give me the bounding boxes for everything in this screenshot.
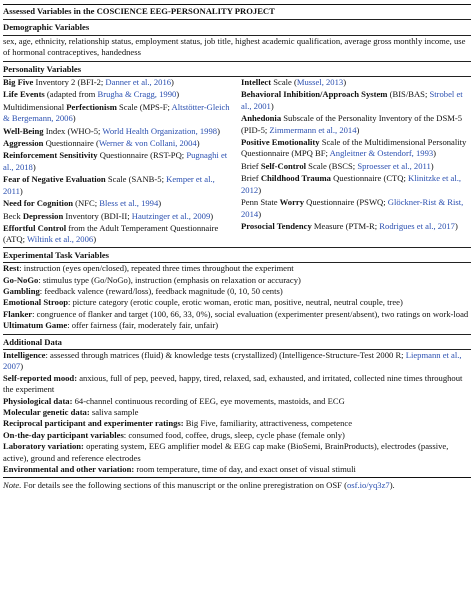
additional-item <box>3 464 471 475</box>
table-title: Assessed Variables in the COSCIENCE EEG-PERSONALITY PROJECT <box>3 6 275 16</box>
task-item <box>3 297 471 308</box>
demographic-text: sex, age, ethnicity, relationship status, employment status, job title, highest academic qualification, average gross monthly income, use of hormonal contraceptives, handedness <box>3 35 466 58</box>
additional-list <box>3 350 471 477</box>
measure-detail: Questionnaire (CTQ; <box>330 173 409 184</box>
task-item <box>3 263 471 274</box>
measure-name: Fear of Negative Evaluation <box>3 174 106 185</box>
note-end: ). <box>389 480 395 491</box>
personality-measure <box>241 161 471 172</box>
additional-detail: room temperature, time of day, and exact onset of visual stimuli <box>134 464 356 475</box>
personality-measure <box>3 223 233 246</box>
task-detail: : instruction (eyes open/closed), repeated three times throughout the experiment <box>19 263 294 274</box>
personality-measure <box>3 77 233 88</box>
citation-link[interactable]: Klinitzke et al., 2012 <box>241 173 462 195</box>
personality-measure <box>3 150 233 173</box>
measure-name: Reinforcement Sensitivity <box>3 150 98 161</box>
citation-link[interactable]: Sproesser et al., 2011 <box>357 160 431 171</box>
measure-end: ) <box>19 185 23 196</box>
measure-detail: Subscale of the Personality Inventory of the DSM-5 (PID-5; <box>241 113 463 135</box>
citation-link[interactable]: Glöckner-Rist & Rist, 2014 <box>241 197 464 219</box>
measure-detail: Measure (PTM-R; <box>311 220 380 231</box>
measure-detail: Inventory 2 (BFI-2; <box>33 77 106 88</box>
additional-detail: 64-channel continuous recording of EEG, eye movements, mastoids, and ECG <box>72 395 345 406</box>
measure-detail: Questionnaire (PSWQ; <box>304 197 388 208</box>
measure-prefix: Penn State <box>241 197 280 208</box>
personality-measure <box>3 211 233 222</box>
measure-name: Depression <box>22 210 64 221</box>
measure-prefix: Beck <box>3 210 23 221</box>
measure-prefix: Brief <box>241 173 261 184</box>
citation-link[interactable]: Zimmermann et al., 2014 <box>269 124 357 135</box>
citation-link[interactable]: Liepmann et al., 2007 <box>3 349 462 372</box>
additional-detail: saliva sample <box>89 407 139 417</box>
citation-link[interactable]: Strobel et al., 2001 <box>241 89 463 111</box>
measure-end: ) <box>158 198 162 209</box>
task-name: Flanker <box>3 308 33 319</box>
measure-end: ) <box>343 77 347 88</box>
demographic-heading: Demographic Variables <box>3 22 90 33</box>
additional-detail: : assessed through matrices (fluid) & knowledge tests (crystallized) (Intelligence-Structure-Test 2000 R; <box>45 349 406 360</box>
measure-end: ) <box>196 138 200 149</box>
measure-detail: from the Adult Temperament Questionnaire (ATQ; <box>3 222 219 245</box>
additional-item <box>3 396 471 407</box>
personality-measure <box>241 221 471 232</box>
experimental-heading: Experimental Task Variables <box>3 249 110 260</box>
personality-measure <box>3 174 233 197</box>
additional-label: Laboratory variation: <box>3 441 84 452</box>
citation-link[interactable]: Danner et al., 2016 <box>105 77 172 88</box>
additional-label: On-the-day participant variables <box>3 429 124 440</box>
personality-measure <box>3 126 233 137</box>
additional-label: Self-reported mood: <box>3 372 78 383</box>
measure-name: Behavioral Inhibition/Approach System <box>241 89 388 100</box>
additional-label: Molecular genetic data: <box>3 407 90 417</box>
note-label: Note. <box>3 480 22 491</box>
personality-right-column <box>241 77 471 246</box>
measure-detail: (NFC; <box>73 198 100 209</box>
measure-detail: (adapted from <box>44 89 98 100</box>
measure-name: Big Five <box>3 77 34 88</box>
task-detail: : stimulus type (Go/NoGo), instruction (emphasis on relaxation or accuracy) <box>38 274 301 285</box>
additional-item <box>3 418 471 429</box>
personality-heading: Personality Variables <box>3 63 82 74</box>
citation-link[interactable]: Werner & von Collani, 2004 <box>98 138 197 149</box>
additional-label: Reciprocal participant and experimenter ratings: <box>3 418 184 429</box>
measure-end: ) <box>270 100 274 111</box>
personality-columns <box>3 77 471 247</box>
measure-name: Self-Control <box>260 160 307 171</box>
experimental-list <box>3 263 471 333</box>
task-item <box>3 275 471 286</box>
additional-label: Environmental and other variation: <box>3 464 135 475</box>
additional-section <box>3 335 471 478</box>
experimental-section <box>3 248 471 334</box>
task-detail: : picture category (erotic couple, erotic woman, erotic man, positive, neutral, neutral couple, tree) <box>68 297 403 308</box>
measure-end: ) <box>454 220 458 231</box>
measure-name: Prosocial Tendency <box>241 220 312 231</box>
measure-name: Well-Being <box>3 125 44 136</box>
task-name: Gambling <box>3 285 40 296</box>
measure-detail: Inventory (BDI-II; <box>63 210 132 221</box>
personality-measure <box>241 197 471 220</box>
personality-section <box>3 62 471 247</box>
task-detail: : offer fairness (fair, moderately fair, unfair) <box>67 320 219 331</box>
measure-detail: Scale (MPS-F; <box>116 101 172 112</box>
measure-end: ) <box>258 184 262 195</box>
measure-end: ) <box>258 208 262 219</box>
additional-label: Physiological data: <box>3 395 73 406</box>
measure-name: Perfectionism <box>66 101 117 112</box>
additional-detail: : consumed food, coffee, drugs, sleep, cycle phase (female only) <box>123 429 345 440</box>
task-name: Ultimatum Game <box>3 320 68 331</box>
measure-name: Aggression <box>3 138 44 149</box>
measure-end: ) <box>72 113 76 124</box>
measure-end: ) <box>217 125 220 136</box>
measure-detail: Scale (SANB-5; <box>105 174 167 185</box>
personality-measure <box>3 138 233 149</box>
citation-link[interactable]: Rodrigues et al., 2017 <box>379 220 455 231</box>
citation-link[interactable]: Angleitner & Ostendorf, 1993 <box>329 148 434 159</box>
measure-detail: Scale (BSCS; <box>306 160 358 171</box>
measure-detail: Index (WHO-5; <box>43 125 103 136</box>
personality-measure <box>3 102 233 125</box>
measure-prefix: Multidimensional <box>3 101 67 112</box>
measure-detail: (BIS/BAS; <box>387 89 430 100</box>
measure-prefix: Brief <box>241 160 261 171</box>
personality-measure <box>241 137 471 160</box>
measure-end: ) <box>210 210 214 221</box>
measure-name: Childhood Trauma <box>260 173 331 184</box>
additional-item <box>3 407 471 418</box>
task-detail: : congruence of flanker and target (100, 66, 33, 0%), social evaluation (experimenter present/absent), two ratings on work-load <box>32 308 469 319</box>
measure-name: Anhedonia <box>241 113 282 124</box>
citation-link[interactable]: Hautzinger et al., 2009 <box>131 210 211 221</box>
task-item <box>3 320 471 331</box>
personality-left-column <box>3 77 233 246</box>
task-name: Go-NoGo <box>3 274 39 285</box>
measure-end: ) <box>176 89 180 100</box>
measure-name: Intellect <box>241 77 272 88</box>
measure-name: Effortful Control <box>3 222 67 233</box>
measure-name: Need for Cognition <box>3 198 74 209</box>
citation-link[interactable]: Brugha & Cragg, 1990 <box>97 89 177 100</box>
personality-measure <box>241 77 471 88</box>
citation-link[interactable]: Altstötter-Gleich & Bergemann, 2006 <box>3 101 230 124</box>
additional-item <box>3 350 471 373</box>
measure-name: Positive Emotionality <box>241 137 320 148</box>
additional-item <box>3 441 471 464</box>
task-item <box>3 309 471 320</box>
task-item <box>3 286 471 297</box>
table-note <box>3 478 471 491</box>
additional-item <box>3 373 471 396</box>
citation-link[interactable]: Mussel, 2013 <box>296 77 344 88</box>
measure-detail: Scale of the Multidimensional Personality Questionnaire (MPQ BF; <box>241 137 467 159</box>
additional-item <box>3 430 471 441</box>
osf-link[interactable]: osf.io/yq3z7 <box>346 480 390 491</box>
measure-detail: Scale ( <box>271 77 297 88</box>
measure-end: ) <box>171 77 174 88</box>
personality-measure <box>241 89 471 112</box>
demographic-section <box>3 20 471 60</box>
measure-end: ) <box>356 124 360 135</box>
personality-measure <box>3 198 233 209</box>
measure-end: ) <box>430 160 434 171</box>
additional-end: ) <box>20 361 24 372</box>
measure-detail: Questionnaire ( <box>43 138 99 149</box>
citation-link[interactable]: World Health Organization, 1998 <box>102 125 218 136</box>
task-name: Rest <box>3 263 20 274</box>
measure-detail: Questionnaire (RST-PQ; <box>97 150 187 161</box>
additional-detail: anxious, full of pep, peeved, happy, tired, relaxed, sad, exhausted, and irritated, collected nine times throughout the experiment <box>3 372 463 395</box>
personality-measure <box>241 173 471 196</box>
additional-detail: Big Five, familiarity, attractiveness, competence <box>183 418 353 429</box>
personality-measure <box>3 89 233 100</box>
personality-measure <box>241 113 471 136</box>
measure-end: ) <box>32 161 36 172</box>
citation-link[interactable]: Wiltink et al., 2006 <box>26 234 94 245</box>
task-detail: : feedback valence (reward/loss), feedback magnitude (0, 10, 50 cents) <box>39 285 283 296</box>
task-name: Emotional Stroop <box>3 297 69 308</box>
additional-label: Intelligence <box>3 349 46 360</box>
measure-name: Worry <box>279 197 305 208</box>
measure-end: ) <box>93 234 97 245</box>
measure-end: ) <box>433 148 437 159</box>
measure-name: Life Events <box>3 89 45 100</box>
additional-heading: Additional Data <box>3 336 62 347</box>
additional-detail: operating system, EEG amplifier model & EEG cap make (BioSemi, BrainProducts), electrodes (passive, active), ground and reference electrodes <box>3 441 449 463</box>
citation-link[interactable]: Bless et al., 1994 <box>99 198 159 209</box>
note-text: For details see the following sections of this manuscript or the online preregistration on OSF ( <box>21 480 347 491</box>
citation-link[interactable]: Pugnaghi et al., 2018 <box>3 150 228 172</box>
citation-link[interactable]: Kemper et al., 2011 <box>3 174 215 196</box>
